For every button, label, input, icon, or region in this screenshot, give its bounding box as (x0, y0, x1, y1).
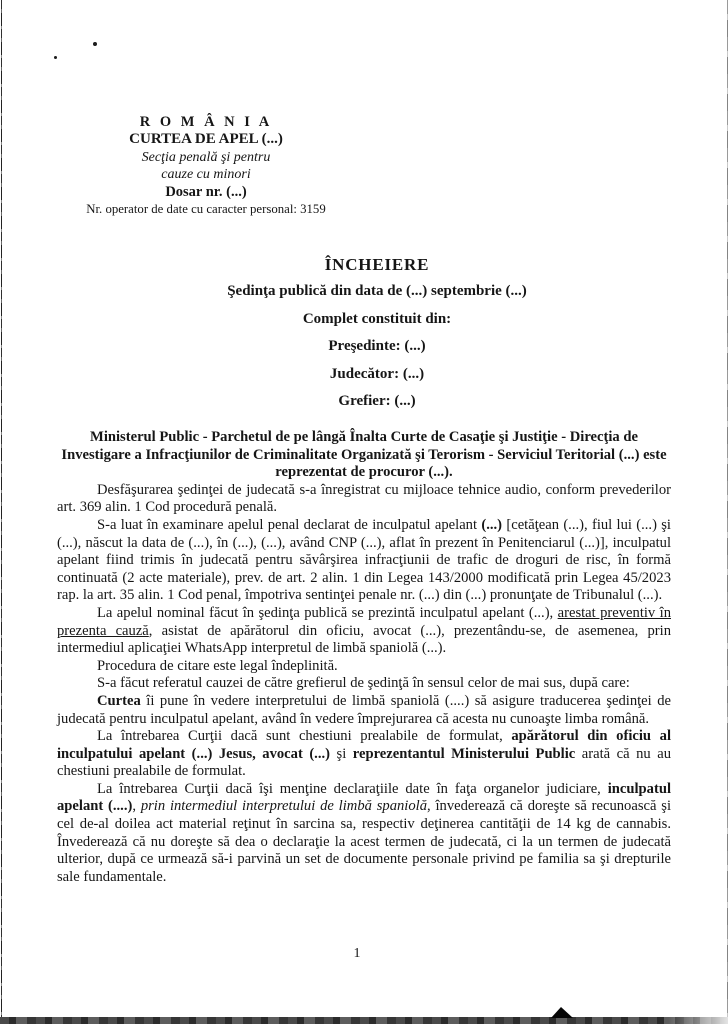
title-block (70, 251, 684, 415)
clerk-line: Grefier: (...) (338, 393, 416, 410)
text-run: La apelul nominal făcut în şedinţa publică se prezintă inculpatul apelant (...), (97, 604, 558, 621)
text-run: S-a făcut referatul cauzei de către grefierul de şedinţă în sensul celor de mai sus, după care: (97, 675, 630, 692)
text-run: , asistat de apărătorul din oficiu, avocat (...), prezentându-se, de asemenea, prin intermediul aplicaţiei WhatsApp interpretul de limbă spaniolă (...). (57, 622, 671, 657)
section-line-2: cauze cu minori (161, 167, 251, 183)
document-body (57, 429, 671, 886)
paragraph (57, 781, 671, 887)
text-run: Ministerul Public - Parchetul de pe lângă Înalta Curte de Casaţie şi Justiţie - Direcţia de Investigare a Infracţiunilor de Criminalitate Organizată şi Terorism - Serviciul Teritorial (...) este reprezentat de procuror (...). (61, 429, 667, 481)
text-run: (...) (481, 516, 503, 533)
text-run: apărătorul din oficiu al inculpatului apelant (...) Jesus, avocat (...) (57, 728, 672, 762)
paragraph (57, 675, 671, 693)
scan-speck (93, 42, 97, 46)
page-footer (57, 946, 657, 962)
document-title: ÎNCHEIERE (324, 255, 430, 274)
text-run: Curtea (97, 692, 141, 709)
case-file-number: Dosar nr. (...) (165, 183, 247, 200)
paragraph (57, 517, 671, 605)
scan-speck (54, 56, 57, 59)
paragraph (57, 482, 671, 517)
text-run: S-a luat în examinare apelul penal declarat de inculpatul apelant (97, 516, 482, 533)
text-run: arestat preventiv în prezenta cauză (57, 604, 671, 639)
text-run: Procedura de citare este legal îndeplinită. (97, 657, 338, 674)
text-run: arată că nu au chestiuni prealabile de formulat. (57, 745, 672, 780)
text-run: , (132, 798, 141, 815)
scan-triangle-artifact (551, 1007, 573, 1018)
text-run: [cetăţean (...), fiul lui (...) şi (...), născut la data de (...), în (...), (...), având CNP (...), aflat în prezent în Penitenciarul (...)], inculpatul apelant fiind trimis în judecată pentru săvârşirea infracţiunii de trafic de droguri de risc, în formă continuată (2 acte materiale), prev. de art. 2 alin. 1 din Legea 143/2000 modificată prin Legea 45/2023 rap. la art. 35 alin. 1 Cod penal, împotriva sentinţei penale nr. (...) din (...) pronunţate de Tribunalul (...). (57, 516, 671, 604)
paragraph (57, 728, 671, 781)
country-name: R O M Â N I A (139, 114, 273, 130)
text-run: La întrebarea Curţii dacă sunt chestiuni prealabile de formulat, (97, 728, 512, 745)
court-letterhead (56, 114, 356, 218)
panel-line: Complet constituit din: (302, 310, 452, 327)
paragraph (57, 658, 671, 676)
section-line-1: Secţia penală şi pentru (141, 149, 271, 165)
text-run: , învederează că doreşte să recunoască şi cel de-al doilea act material reţinut în sarcina sa, respectiv deţinerea cantităţii de 14 kg de cannabis. Învederează că nu doreşte să dea o declaraţie la acest termen de judecată, ci la un termen de judecată ulterior, după ce urmează să-i parvină un set de documente personale privind pe familia sa şi drepturile sale fundamentale. (57, 798, 672, 885)
text-run: inculpatul apelant (....) (57, 780, 671, 815)
scan-bottom-band (0, 1017, 728, 1024)
judge-line: Judecător: (...) (329, 365, 425, 382)
page-number: 1 (353, 946, 361, 961)
paragraph (57, 429, 671, 482)
paragraph (57, 693, 671, 728)
text-run: prin intermediul interpretului de limbă spaniolă (140, 798, 428, 815)
text-run: şi (330, 745, 353, 762)
president-line: Preşedinte: (...) (328, 338, 426, 355)
text-run: Desfăşurarea şedinţei de judecată s-a înregistrat cu mijloace tehnice audio, conform prevederilor art. 369 alin. 1 Cod procedură penală. (57, 481, 671, 516)
session-line: Şedinţa publică din data de (...) septembrie (...) (227, 283, 527, 300)
text-run: îi pune în vedere interpretului de limbă spaniolă (....) să asigure traducerea şedinţei de judecată pentru inculpatul apelant, având în vedere împrejurarea că acesta nu cunoaşte limba română. (57, 692, 671, 727)
data-operator-number: Nr. operator de date cu caracter personal: 3159 (86, 202, 326, 217)
scan-left-edge-line (1, 0, 2, 1024)
text-run: La întrebarea Curţii dacă îşi menţine declaraţiile date în faţa organelor judiciare, (97, 780, 608, 797)
court-name: CURTEA DE APEL (...) (129, 131, 283, 148)
text-run: reprezentantul Ministerului Public (352, 745, 576, 762)
paragraph (57, 605, 671, 658)
